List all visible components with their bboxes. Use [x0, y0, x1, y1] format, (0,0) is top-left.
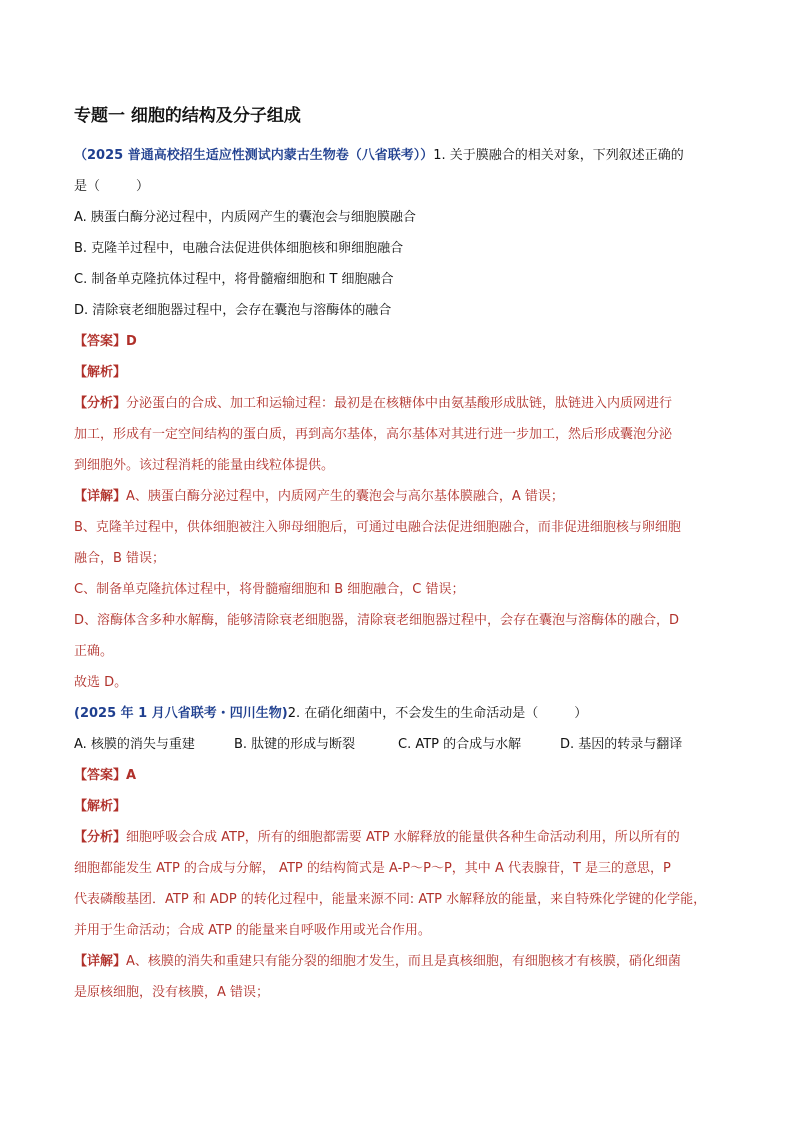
question-1-option-a: A. 胰蛋白酶分泌过程中，内质网产生的囊泡会与细胞膜融合 — [74, 210, 416, 225]
question-1-option-c: C. 制备单克隆抗体过程中，将骨髓瘤细胞和 T 细胞融合 — [74, 272, 394, 287]
question-1-conclusion: 故选 D。 — [74, 675, 128, 690]
question-1-xiangjie-line6: 正确。 — [74, 644, 114, 659]
question-2-fenxi-line2: 细胞都能发生 ATP 的合成与分解， ATP 的结构简式是 A-P～P～P，其中 A 代表腺苷，T 是三的意思，P — [74, 861, 671, 876]
question-1-xiangjie-line2: B、克隆羊过程中，供体细胞被注入卵母细胞后，可通过电融合法促进细胞融合，而非促进细胞核与卵细胞 — [74, 520, 681, 535]
question-1-option-d: D. 清除衰老细胞器过程中，会存在囊泡与溶酶体的融合 — [74, 303, 392, 318]
page-title: 专题一 细胞的结构及分子组成 — [74, 106, 301, 126]
question-2-option-d: D. 基因的转录与翻译 — [560, 737, 683, 752]
question-2-analysis-heading: 【解析】 — [74, 799, 127, 814]
question-1-answer: 【答案】D — [74, 334, 137, 349]
question-1-fenxi-line2: 加工，形成有一定空间结构的蛋白质，再到高尔基体，高尔基体对其进行进一步加工，然后形成囊泡分泌 — [74, 427, 673, 442]
question-1-option-b: B. 克隆羊过程中，电融合法促进供体细胞核和卵细胞融合 — [74, 241, 404, 256]
question-2-fenxi-line3: 代表磷酸基团．ATP 和 ADP 的转化过程中，能量来源不同: ATP 水解释放的能量，来自特殊化学键的化学能， — [74, 892, 707, 907]
document-content — [74, 104, 724, 1008]
question-2-xiangjie-line2: 是原核细胞，没有核膜，A 错误； — [74, 985, 270, 1000]
question-2-option-b: B. 肽键的形成与断裂 — [234, 737, 356, 752]
question-1-xiangjie-line1: 【详解】A、胰蛋白酶分泌过程中，内质网产生的囊泡会与高尔基体膜融合，A 错误； — [74, 489, 564, 504]
question-2-option-c: C. ATP 的合成与水解 — [398, 737, 522, 752]
question-1 — [74, 140, 724, 698]
question-2-source: (2025 年 1 月八省联考・四川生物) — [74, 706, 288, 721]
question-1-stem-line2: 是（ ） — [74, 179, 150, 194]
question-1-xiangjie-line3: 融合，B 错误； — [74, 551, 166, 566]
question-1-source: （2025 普通高校招生适应性测试内蒙古生物卷（八省联考）） — [74, 148, 434, 163]
question-2-stem: (2025 年 1 月八省联考・四川生物)2. 在硝化细菌中，不会发生的生命活动是（ ） — [74, 706, 588, 721]
question-2-fenxi-line1: 【分析】细胞呼吸会合成 ATP，所有的细胞都需要 ATP 水解释放的能量供各种生命活动利用，所以所有的 — [74, 830, 680, 845]
question-1-xiangjie-line5: D、溶酶体含多种水解酶，能够清除衰老细胞器，清除衰老细胞器过程中，会存在囊泡与溶酶体的融合，D — [74, 613, 680, 628]
question-1-stem-line1: （2025 普通高校招生适应性测试内蒙古生物卷（八省联考））1. 关于膜融合的相关对象，下列叙述正确的 — [74, 148, 684, 163]
question-2-xiangjie-line1: 【详解】A、核膜的消失和重建只有能分裂的细胞才发生，而且是真核细胞，有细胞核才有核膜，硝化细菌 — [74, 954, 681, 969]
question-1-fenxi-line3: 到细胞外。该过程消耗的能量由线粒体提供。 — [74, 458, 335, 473]
question-1-fenxi-line1: 【分析】分泌蛋白的合成、加工和运输过程：最初是在核糖体中由氨基酸形成肽链，肽链进入内质网进行 — [74, 396, 673, 411]
question-1-xiangjie-line4: C、制备单克隆抗体过程中，将骨髓瘤细胞和 B 细胞融合，C 错误； — [74, 582, 465, 597]
question-1-analysis-heading: 【解析】 — [74, 365, 127, 380]
question-2-options — [74, 729, 724, 760]
question-2-fenxi-line4: 并用于生命活动；合成 ATP 的能量来自呼吸作用或光合作用。 — [74, 923, 431, 938]
question-2 — [74, 698, 724, 1008]
question-2-option-a: A. 核膜的消失与重建 — [74, 737, 195, 752]
question-2-answer: 【答案】A — [74, 768, 137, 783]
